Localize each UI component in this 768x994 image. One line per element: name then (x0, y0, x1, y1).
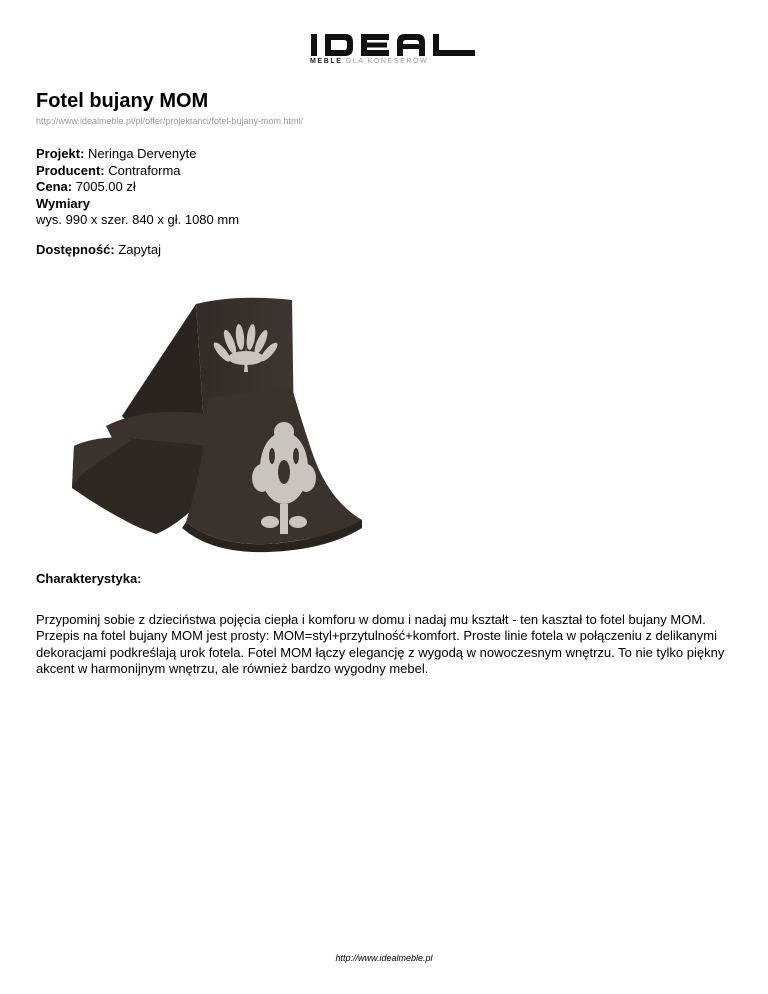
rocking-chair-image (36, 276, 362, 562)
description-paragraph: Przepis na fotel bujany MOM jest prosty: MOM=styl+przytulność+komfort. Proste linie fotela w połączeniu z delikanymi dekoracjami podkreślają urok fotela. Fotel MOM łączy elegancję z wygodą w nowoczesnym wnętrzu. To nie tylko piękny akcent w harmonijnym wnętrzu, ale również bardzo wygodny mebel. (36, 628, 725, 677)
characteristics-heading: Charakterystyka: (36, 571, 142, 586)
spec-cena (36, 179, 239, 196)
spec-producent-label: Producent: (36, 162, 105, 178)
spec-producent (36, 163, 239, 180)
tagline-meble: MEBLE (310, 58, 343, 65)
spec-wymiary-value: wys. 990 x szer. 840 x gł. 1080 mm (36, 212, 240, 227)
characteristics-description (36, 612, 736, 678)
brand-tagline (310, 58, 428, 65)
spec-wymiary-label: Wymiary (36, 195, 90, 211)
description-paragraph: Przypominj sobie z dzieciństwa pojęcia ciepła i komforu w domu i nadaj mu kształt - ten kaształ to fotel bujany MOM. (36, 612, 706, 627)
ideal-logo-wordmark (309, 32, 477, 58)
spec-wymiary (36, 196, 239, 213)
spec-producent-value: Contraforma (108, 162, 181, 178)
page-title: Fotel bujany MOM (36, 90, 209, 112)
spec-projekt-label: Projekt: (36, 146, 85, 161)
availability-label: Dostępność: (36, 242, 115, 257)
availability (36, 242, 161, 257)
product-photo (36, 276, 362, 562)
spec-list (36, 146, 239, 229)
spec-projekt (36, 146, 239, 163)
tagline-connoisseurs: DLA KONESERÓW (346, 58, 429, 65)
spec-cena-label: Cena: (36, 179, 73, 194)
footer-url[interactable]: http://www.idealmeble.pl (335, 953, 433, 963)
spec-projekt-value: Neringa Dervenyte (88, 146, 197, 161)
availability-value: Zapytaj (118, 242, 161, 257)
product-url[interactable]: http://www.idealmeble.pl/pl/offer/projektanci/fotel-bujany-mom.html/ (36, 116, 303, 126)
spec-cena-value: 7005.00 zł (75, 179, 136, 194)
